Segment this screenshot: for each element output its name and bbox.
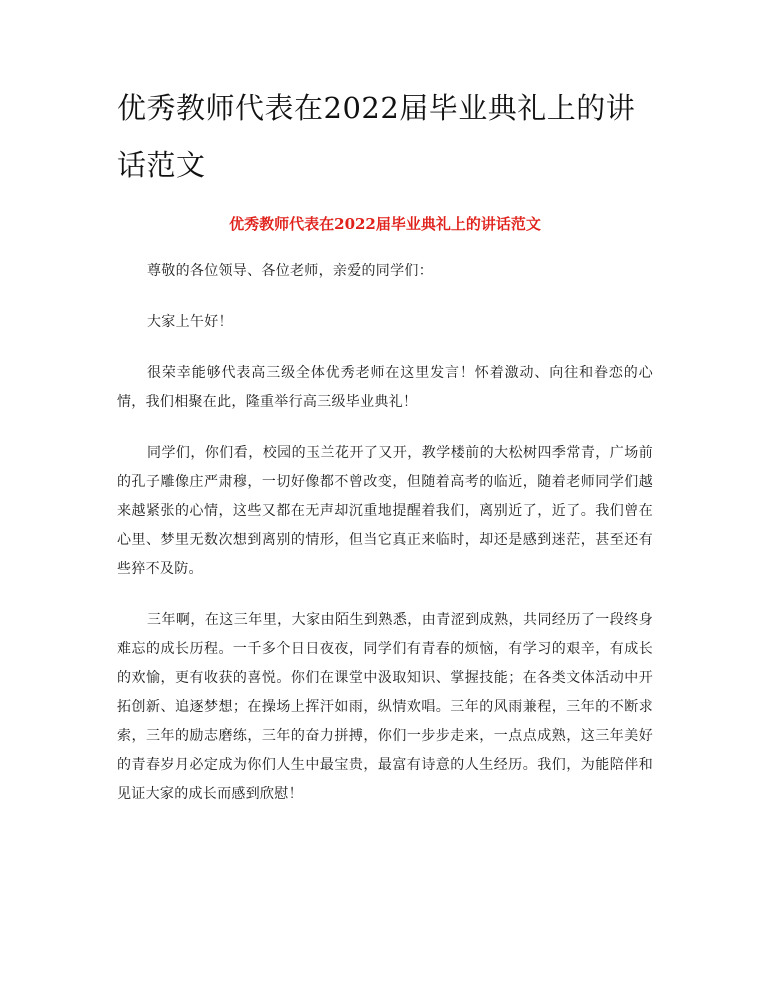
paragraph-greeting: 大家上午好！: [147, 314, 233, 330]
paragraph: 三年啊，在这三年里，大家由陌生到熟悉，由青涩到成熟，共同经历了一段终身难忘的成长历程。一千多个日日夜夜，同学们有青春的烦恼，有学习的艰辛，有成长的欢愉，更有收获的喜悦。你们在课堂中汲取知识、掌握技能；在各类文体活动中开拓创新、追逐梦想；在操场上挥汗如雨，纵情欢唱。三年的风雨兼程，三年的不断求索，三年的励志磨练，三年的奋力拼搏，你们一步步走来，一点点成熟，这三年美好的青春岁月必定成为你们人生中最宝贵，最富有诗意的人生经历。我们，为能陪伴和见证大家的成长而感到欣慰！: [117, 612, 653, 802]
document-subtitle: 优秀教师代表在2022届毕业典礼上的讲话范文: [229, 215, 541, 233]
document-title: 优秀教师代表在2022届毕业典礼上的讲话范文: [117, 91, 636, 182]
paragraph: 同学们，你们看，校园的玉兰花开了又开，教学楼前的大松树四季常青，广场前的孔子雕像庄严肃穆，一切好像都不曾改变，但随着高考的临近，随着老师同学们越来越紧张的心情，这些又都在无声却沉重地提醒着我们，离别近了，近了。我们曾在心里、梦里无数次想到离别的情形，但当它真正来临时，却还是感到迷茫，甚至还有些猝不及防。: [117, 445, 653, 577]
paragraph: 很荣幸能够代表高三级全体优秀老师在这里发言！怀着激动、向往和眷恋的心情，我们相聚在此，隆重举行高三级毕业典礼！: [117, 365, 653, 410]
paragraph-salutation: 尊敬的各位领导、各位老师，亲爱的同学们：: [147, 263, 433, 279]
document-body: [117, 257, 653, 831]
